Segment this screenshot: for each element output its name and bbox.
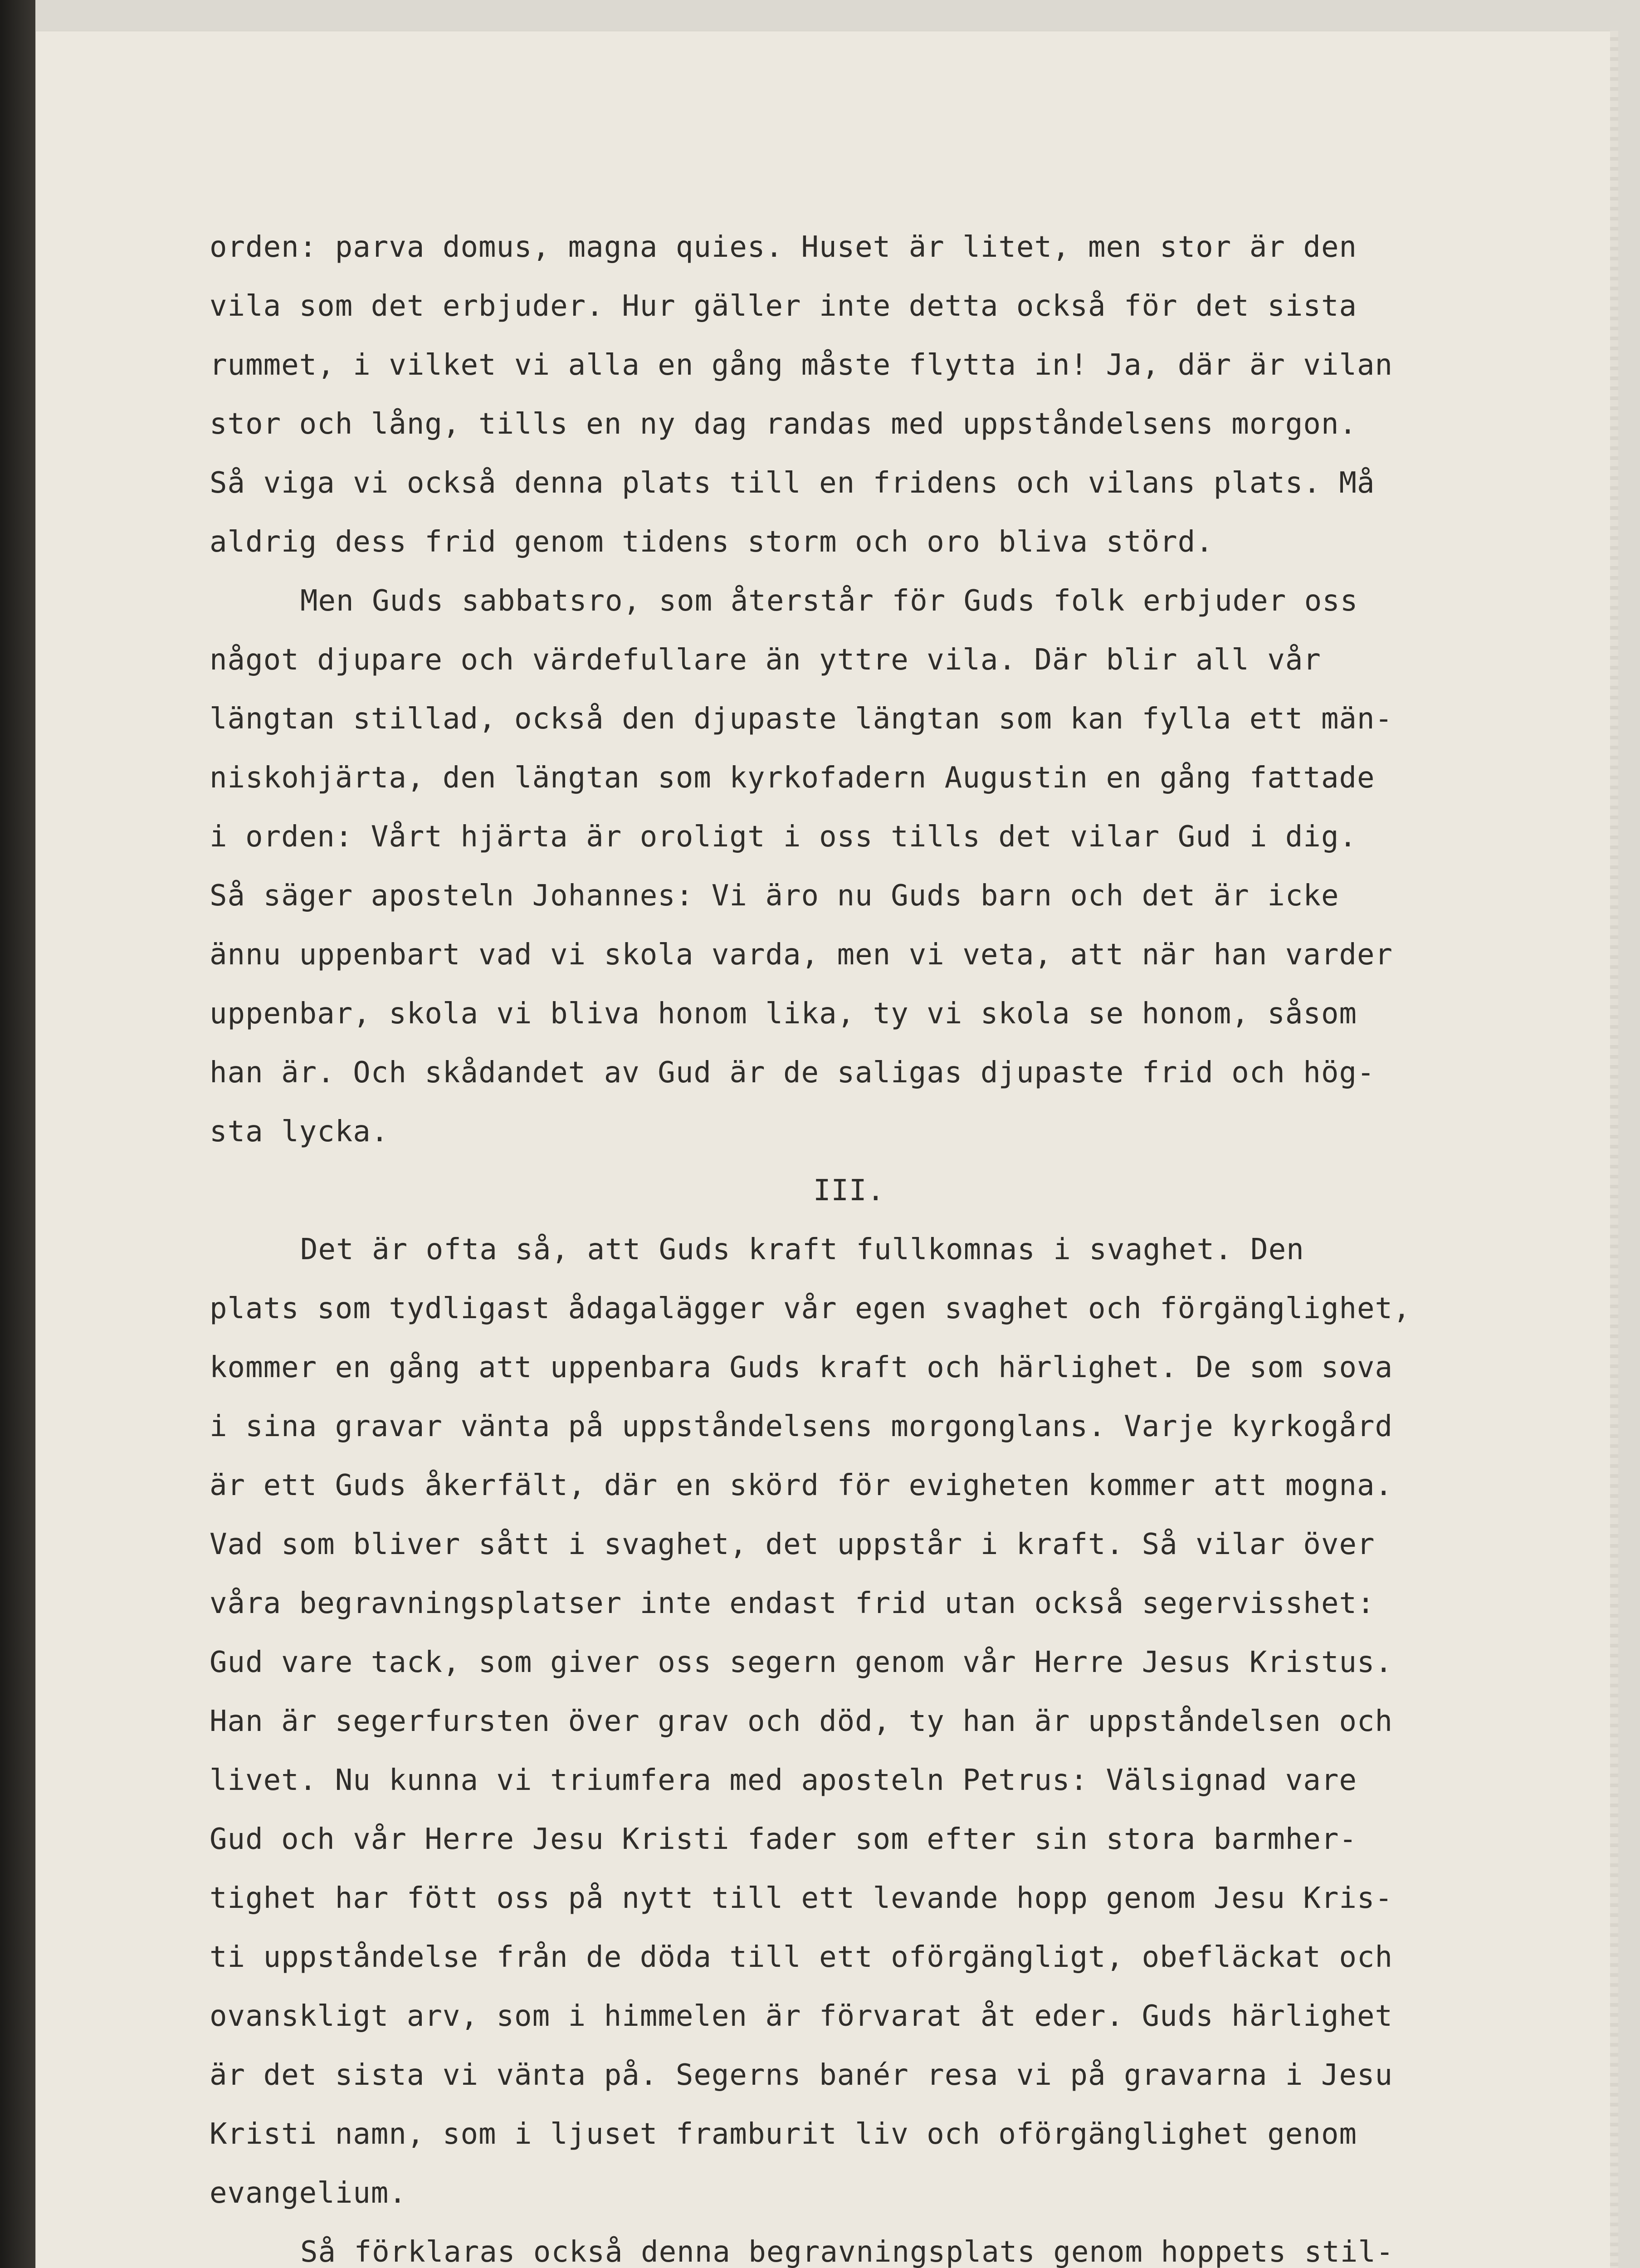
text-line: våra begravningsplatser inte endast frid utan också segervisshet: (210, 1587, 1375, 1620)
text-line: Så säger aposteln Johannes: Vi äro nu Guds barn och det är icke (210, 879, 1339, 913)
text-line: Han är segerfursten över grav och död, ty han är uppståndelsen och (210, 1705, 1393, 1738)
text-line: Gud och vår Herre Jesu Kristi fader som efter sin stora barmher- (210, 1823, 1357, 1856)
paragraph-start-line: Men Guds sabbatsro, som återstår för Guds folk erbjuder oss (300, 584, 1358, 618)
text-line: stor och lång, tills en ny dag randas med uppståndelsens morgon. (210, 407, 1357, 441)
text-line: är det sista vi vänta på. Segerns banér resa vi på gravarna i Jesu (210, 2058, 1393, 2092)
text-line: han är. Och skådandet av Gud är de saligas djupaste frid och hög- (210, 1056, 1375, 1090)
text-line: tighet har fött oss på nytt till ett levande hopp genom Jesu Kris- (210, 1882, 1393, 1915)
text-line: uppenbar, skola vi bliva honom lika, ty vi skola se honom, såsom (210, 997, 1357, 1031)
text-line: niskohjärta, den längtan som kyrkofadern Augustin en gång fattade (210, 761, 1375, 795)
text-line: något djupare och värdefullare än yttre vila. Där blir all vår (210, 643, 1321, 677)
text-line: livet. Nu kunna vi triumfera med aposteln Petrus: Välsignad vare (210, 1764, 1357, 1797)
text-line: ti uppståndelse från de döda till ett oförgängligt, obefläckat och (210, 1941, 1393, 1974)
paragraph-start-line: Så förklaras också denna begravningsplats genom hoppets stil- (300, 2235, 1394, 2268)
text-line: i orden: Vårt hjärta är oroligt i oss tills det vilar Gud i dig. (210, 820, 1357, 854)
text-line: Så viga vi också denna plats till en fridens och vilans plats. Må (210, 466, 1375, 500)
text-line: är ett Guds åkerfält, där en skörd för evigheten kommer att mogna. (210, 1469, 1393, 1502)
book-binding-edge (0, 0, 35, 2268)
text-line: i sina gravar vänta på uppståndelsens morgonglans. Varje kyrkogård (210, 1410, 1393, 1443)
paragraph-start-line: Det är ofta så, att Guds kraft fullkomnas i svaghet. Den (300, 1233, 1304, 1266)
text-line: vila som det erbjuder. Hur gäller inte detta också för det sista (210, 289, 1357, 323)
text-line: rummet, i vilket vi alla en gång måste flytta in! Ja, där är vilan (210, 348, 1393, 382)
text-line: ännu uppenbart vad vi skola varda, men vi veta, att när han varder (210, 938, 1393, 972)
typewritten-text (210, 218, 1525, 2268)
section-heading: III. (813, 1174, 885, 1207)
text-line: Kristi namn, som i ljuset framburit liv och oförgänglighet genom (210, 2117, 1357, 2151)
text-line: Gud vare tack, som giver oss segern genom vår Herre Jesus Kristus. (210, 1646, 1393, 1679)
text-line: plats som tydligast ådagalägger vår egen svaghet och förgänglighet, (210, 1292, 1411, 1325)
text-line: aldrig dess frid genom tidens storm och oro bliva störd. (210, 525, 1214, 559)
text-line: ovanskligt arv, som i himmelen är förvarat åt eder. Guds härlighet (210, 1999, 1393, 2033)
text-line: sta lycka. (210, 1115, 389, 1149)
text-line: orden: parva domus, magna quies. Huset är litet, men stor är den (210, 230, 1357, 264)
text-line: längtan stillad, också den djupaste längtan som kan fylla ett män- (210, 702, 1393, 736)
text-line: Vad som bliver sått i svaghet, det uppstår i kraft. Så vilar över (210, 1528, 1375, 1561)
paper-right-edge (1610, 31, 1618, 2268)
text-line: kommer en gång att uppenbara Guds kraft och härlighet. De som sova (210, 1351, 1393, 1384)
text-line: evangelium. (210, 2176, 407, 2210)
